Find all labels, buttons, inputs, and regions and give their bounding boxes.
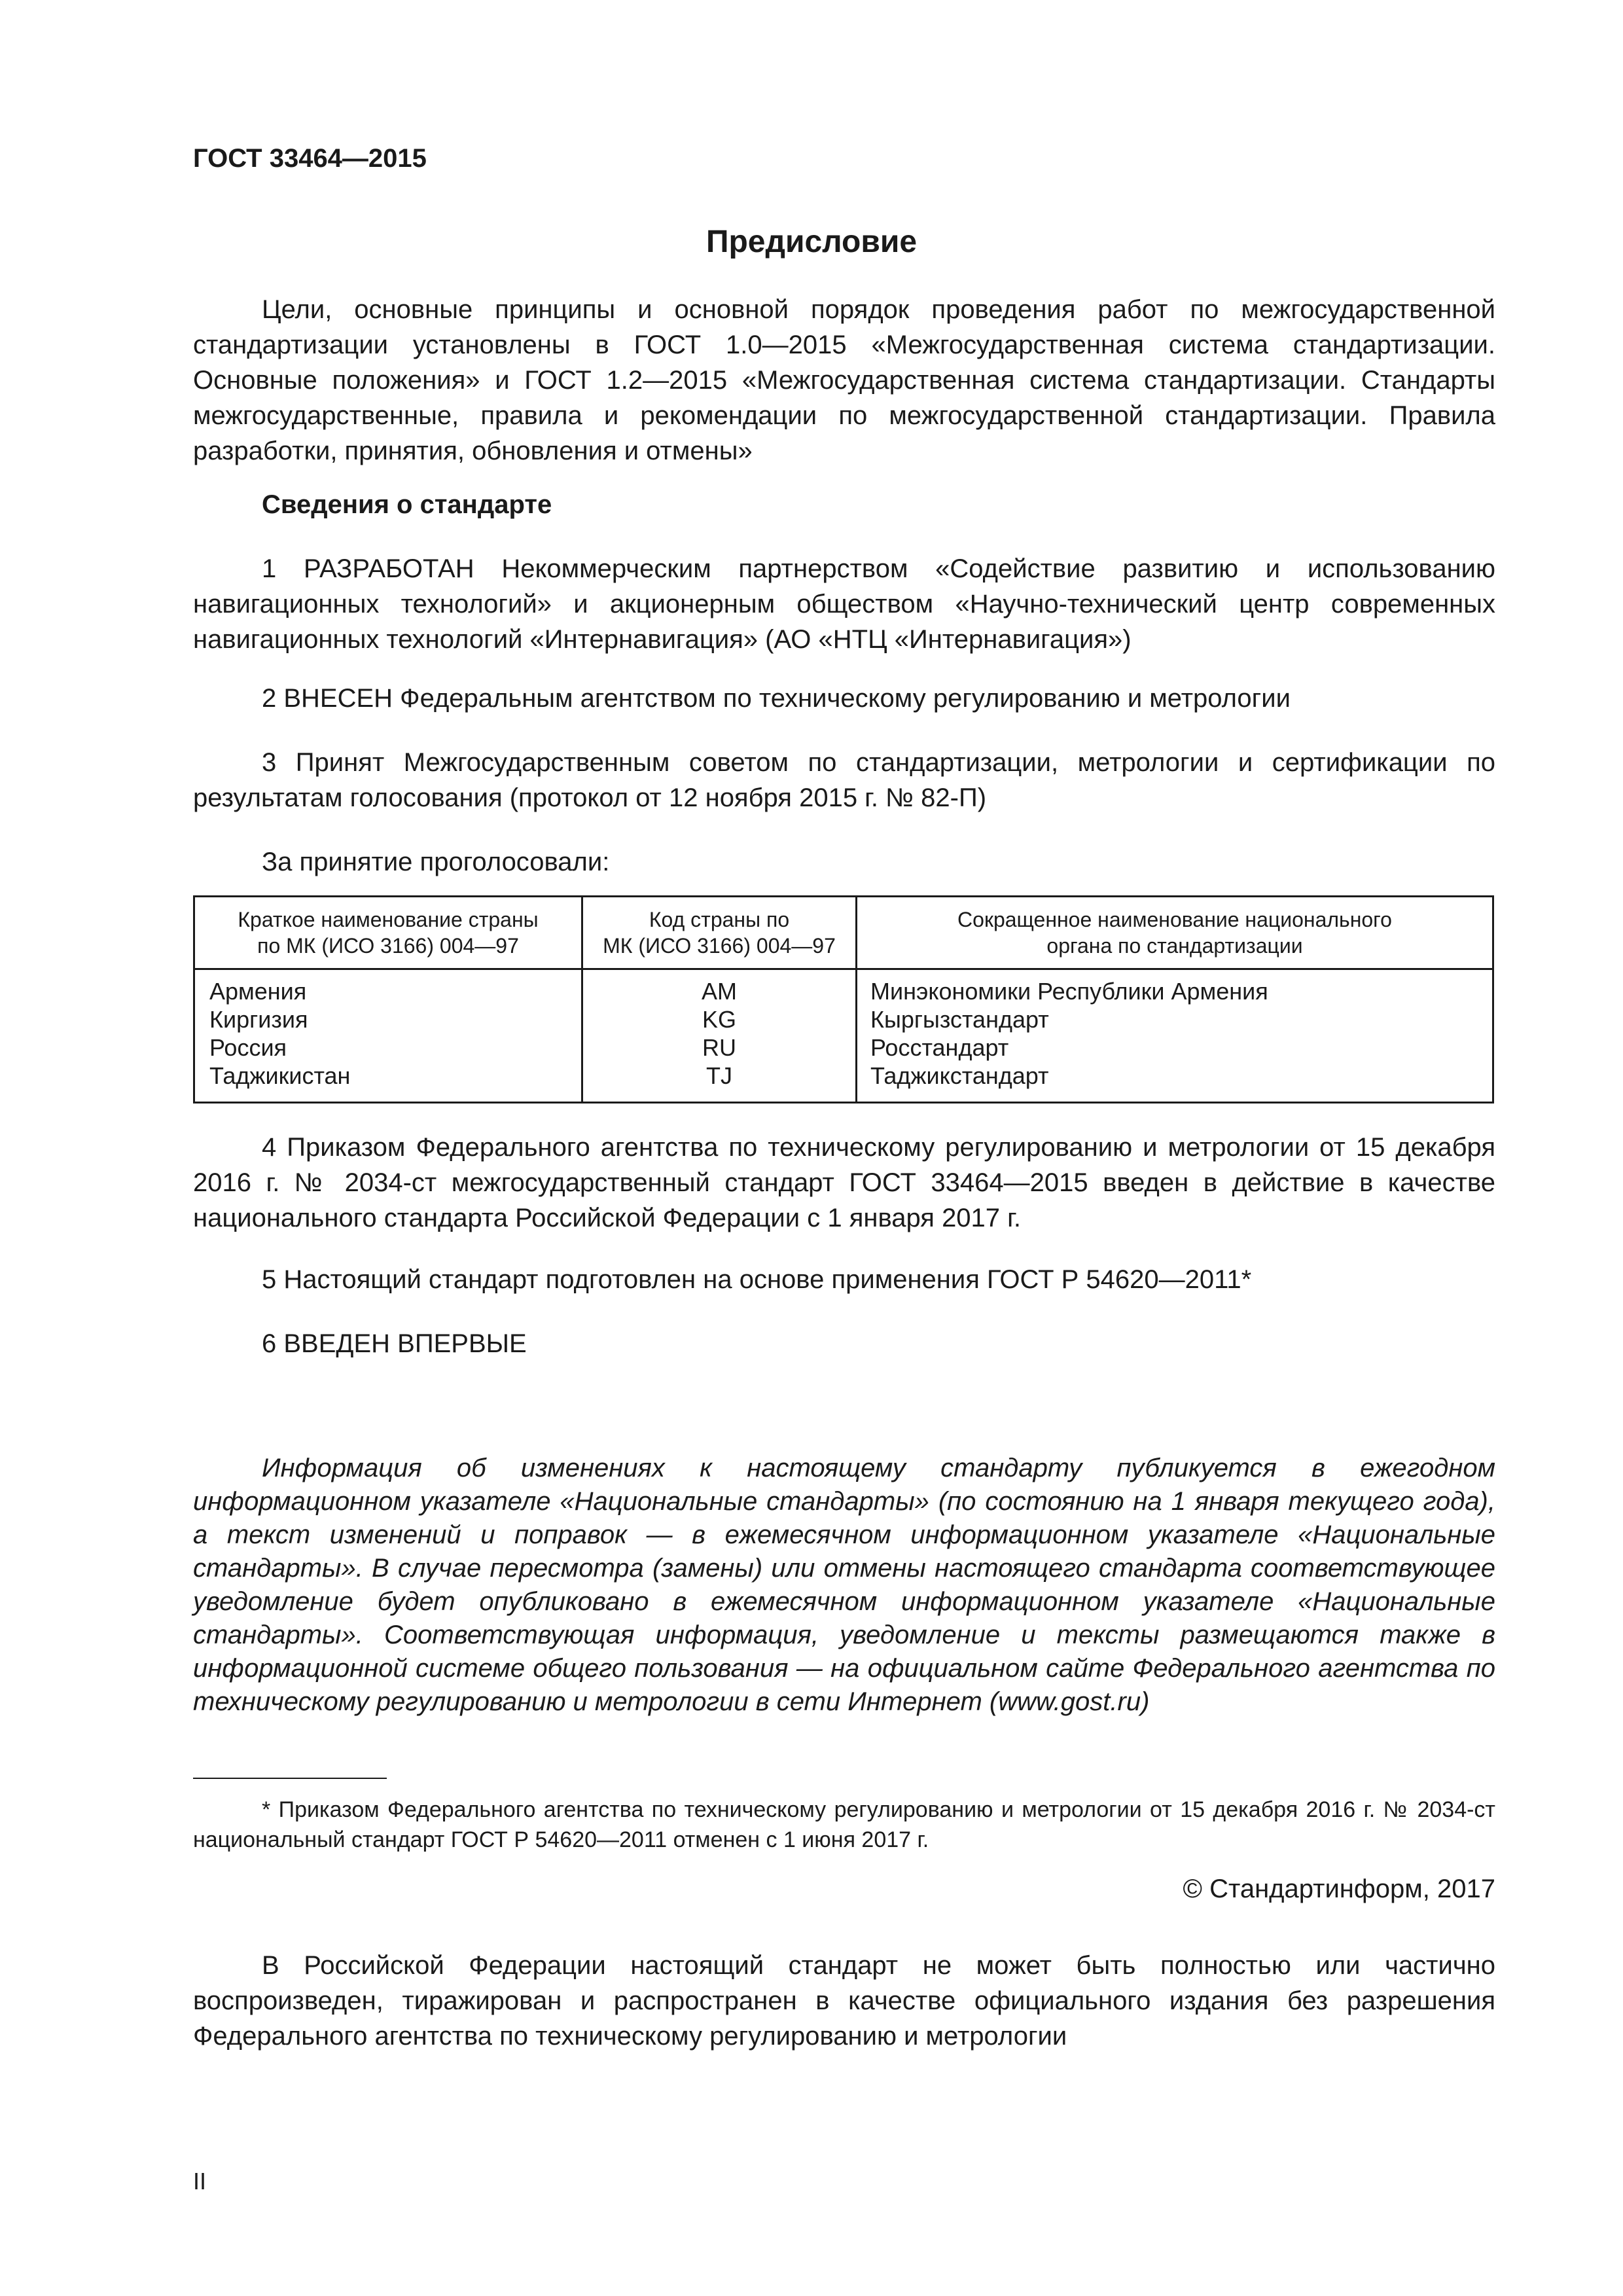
table-cell-body: Таджикстандарт — [870, 1062, 1049, 1089]
page-title: Предисловие — [705, 224, 918, 259]
table-cell-country: Таджикистан — [209, 1062, 351, 1089]
table-cell-code: AM — [702, 978, 737, 1005]
table-cell-country: Киргизия — [209, 1006, 308, 1033]
table-cell-body: Росстандарт — [870, 1034, 1009, 1061]
footnote-separator — [193, 1778, 387, 1779]
table-header-country: Краткое наименование страны по МК (ИСО 3166) 004—97 — [238, 908, 539, 958]
table-column-body — [870, 977, 1268, 1090]
section-heading: Сведения о стандарте — [262, 490, 552, 519]
table-cell-code: RU — [702, 1034, 736, 1061]
standard-code-header: ГОСТ 33464—2015 — [193, 144, 427, 173]
table-cell-country: Россия — [209, 1034, 287, 1061]
footnote: * Приказом Федерального агентства по техническому регулированию и метрологии от 15 декабря 2016 г. № 2034-ст национальный стандарт ГОСТ Р 54620—2011 отменен с 1 июня 2017 г. — [193, 1797, 1495, 1852]
item-3-adopted: 3 Принят Межгосударственным советом по стандартизации, метрологии и сертификации по результатам голосования (протокол от 12 ноября 2015 г. № 82-П) — [193, 748, 1495, 812]
rights-notice: В Российской Федерации настоящий стандарт не может быть полностью или частично воспроизведен, тиражирован и распространен в качестве официального издания без разрешения Федерального агентства по техническому регулированию и метрологии — [193, 1951, 1495, 2051]
table-header-divider — [195, 968, 1492, 970]
table-cell-code: KG — [702, 1006, 736, 1033]
table-header-code: Код страны по МК (ИСО 3166) 004—97 — [603, 908, 836, 958]
table-header-body: Сокращенное наименование национального органа по стандартизации — [957, 908, 1392, 958]
item-1-developed: 1 РАЗРАБОТАН Некоммерческим партнерством «Содействие развитию и использованию навигационных технологий» и акционерным обществом «Научно-технический центр современных навигационных технологий «Интернавигация» (АО «НТЦ «Интернавигация») — [193, 554, 1495, 654]
vote-label: За принятие проголосовали: — [262, 848, 610, 876]
table-column-country — [209, 977, 350, 1090]
table-cell-code: TJ — [706, 1062, 732, 1089]
info-notice: Информация об изменениях к настоящему стандарту публикуется в ежегодном информационном указателе «Национальные стандарты» (по состоянию на 1 января текущего года), а текст изменений и поправок — в ежемесячном информационном указателе «Национальные стандарты». В случае пересмотра (замены) или отмены настоящего стандарта соответствующее уведомление будет опубликовано в ежемесячном информационном указателе «Национальные стандарты». Соответствующая информация, уведомление и тексты размещаются также в информационной системе общего пользования — на официальном сайте Федерального агентства по техническому регулированию и метрологии в сети Интернет (www.gost.ru) — [193, 1454, 1495, 1716]
item-4-order: 4 Приказом Федерального агентства по техническому регулированию и метрологии от 15 декабря 2016 г. № 2034-ст межгосударственный стандарт ГОСТ 33464—2015 введен в действие в качестве национального стандарта Российской Федерации с 1 января 2017 г. — [193, 1133, 1495, 1232]
copyright: © Стандартинформ, 2017 — [1183, 1874, 1495, 1903]
table-cell-body: Минэкономики Республики Армения — [870, 978, 1268, 1005]
item-5-basis: 5 Настоящий стандарт подготовлен на основе применения ГОСТ Р 54620—2011* — [262, 1265, 1252, 1294]
intro-paragraph: Цели, основные принципы и основной порядок проведения работ по межгосударственной стандартизации установлены в ГОСТ 1.0—2015 «Межгосударственная система стандартизации. Основные положения» и ГОСТ 1.2—2015 «Межгосударственная система стандартизации. Стандарты межгосударственные, правила и рекомендации по межгосударственной стандартизации. Правила разработки, принятия, обновления и отмены» — [193, 295, 1495, 465]
voting-countries-table — [193, 895, 1494, 1103]
item-2-submitted: 2 ВНЕСЕН Федеральным агентством по техническому регулированию и метрологии — [262, 684, 1291, 713]
page-number: II — [193, 2168, 207, 2195]
item-6-first-introduced: 6 ВВЕДЕН ВПЕРВЫЕ — [262, 1329, 527, 1358]
table-cell-body: Кыргызстандарт — [870, 1006, 1049, 1033]
table-cell-country: Армения — [209, 978, 307, 1005]
table-column-code — [583, 977, 855, 1090]
